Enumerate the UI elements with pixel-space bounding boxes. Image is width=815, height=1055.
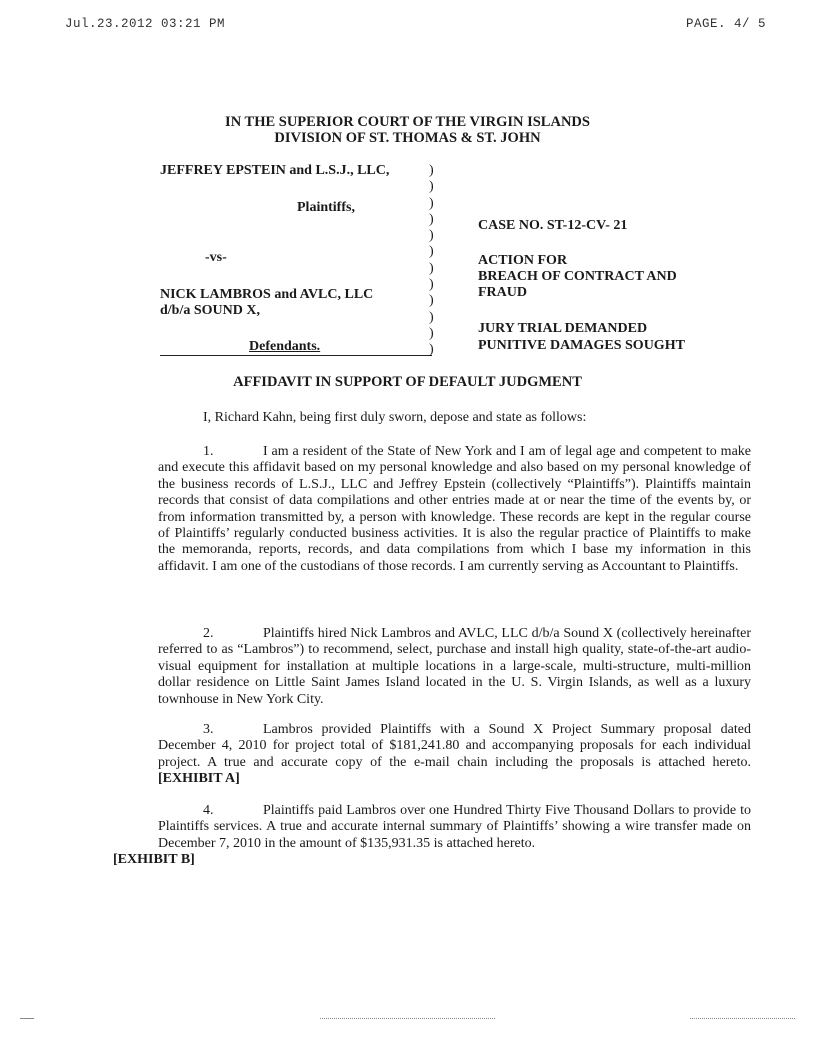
exhibit-reference: [EXHIBIT B]	[113, 852, 195, 868]
paragraph-text: Lambros provided Plaintiffs with a Sound X Project Summary proposal dated December 4, 2010 for project total of $181,241.80 and accompanying proposals for each individual project. A true and accurate copy of the e-mail chain including the proposals is attached hereto.	[158, 722, 751, 770]
paragraph-1	[158, 444, 751, 575]
defendants-names: NICK LAMBROS and AVLC, LLC	[160, 287, 374, 302]
action-line-2: BREACH OF CONTRACT AND	[478, 269, 677, 284]
paragraph-2	[158, 626, 751, 708]
caption-parentheses: ) ) ) ) ) ) ) ) ) ) ) )	[429, 163, 434, 358]
caption-rule	[160, 355, 432, 356]
action-line-3: FRAUD	[478, 285, 527, 300]
plaintiffs-label: Plaintiffs,	[297, 200, 355, 215]
jury-demand: JURY TRIAL DEMANDED	[478, 321, 648, 336]
plaintiffs-names: JEFFREY EPSTEIN and L.S.J., LLC,	[160, 163, 390, 178]
versus-label: -vs-	[205, 250, 227, 265]
paragraph-text: Plaintiffs paid Lambros over one Hundred Thirty Five Thousand Dollars to provide to Plaintiffs services. A true and accurate internal summary of Plaintiffs’ showing a wire transfer made on December 7, 2010 in the amount of $135,931.35 is attached hereto.	[158, 803, 751, 851]
paragraph-text: Plaintiffs hired Nick Lambros and AVLC, LLC d/b/a Sound X (collectively hereinafter referred to as “Lambros”) to recommend, select, purchase and install high quality, state-of-the-art audio-visual equipment for installation at multiple locations in a large-scale, multi-structure, multi-million dollar residence on Little Saint James Island located in the U. S. Virgin Islands, as well as a luxury townhouse in New York City.	[158, 626, 751, 707]
case-number: CASE NO. ST-12-CV- 21	[478, 218, 628, 233]
scan-artifact	[690, 1018, 795, 1019]
paragraph-number: 1.	[203, 444, 214, 459]
court-heading	[0, 114, 815, 146]
paragraph-3	[158, 722, 751, 788]
document-title: AFFIDAVIT IN SUPPORT OF DEFAULT JUDGMENT	[233, 374, 582, 390]
action-line-1: ACTION FOR	[478, 253, 568, 268]
paragraph-number: 2.	[203, 626, 214, 641]
paragraph-number: 4.	[203, 803, 214, 818]
paragraph-text: I am a resident of the State of New York and I am of legal age and competent to make and execute this affidavit based on my personal knowledge and also based on my personal knowledge of the business records of L.S.J., LLC and Jeffrey Epstein (collectively “Plaintiffs”). Plaintiffs maintain records that consist of data compilations and other entries made at or near the time of the events by, or from information transmitted by, a person with knowledge. These records are kept in the regular course of Plaintiffs’ regularly conducted business activities. It is also the regular practice of Plaintiffs to make the memoranda, reports, records, and data compilations from which I base my information in this affidavit. I am one of the custodians of those records. I am currently serving as Accountant to Plaintiffs.	[158, 444, 751, 574]
fax-page-number: PAGE. 4/ 5	[686, 17, 767, 31]
intro-statement: I, Richard Kahn, being first duly sworn, depose and state as follows:	[203, 410, 587, 425]
defendants-dba: d/b/a SOUND X,	[160, 303, 260, 318]
court-division: DIVISION OF ST. THOMAS & ST. JOHN	[274, 130, 541, 146]
fax-date-time: Jul.23.2012 03:21 PM	[65, 17, 226, 31]
scan-artifact	[320, 1018, 495, 1019]
paragraph-number: 3.	[203, 722, 214, 737]
scan-artifact	[20, 1018, 34, 1019]
defendants-label: Defendants.	[249, 339, 321, 354]
exhibit-reference: [EXHIBIT A]	[158, 771, 240, 787]
punitive-damages: PUNITIVE DAMAGES SOUGHT	[478, 338, 685, 353]
paragraph-4	[113, 803, 751, 869]
court-name: IN THE SUPERIOR COURT OF THE VIRGIN ISLANDS	[225, 114, 590, 130]
